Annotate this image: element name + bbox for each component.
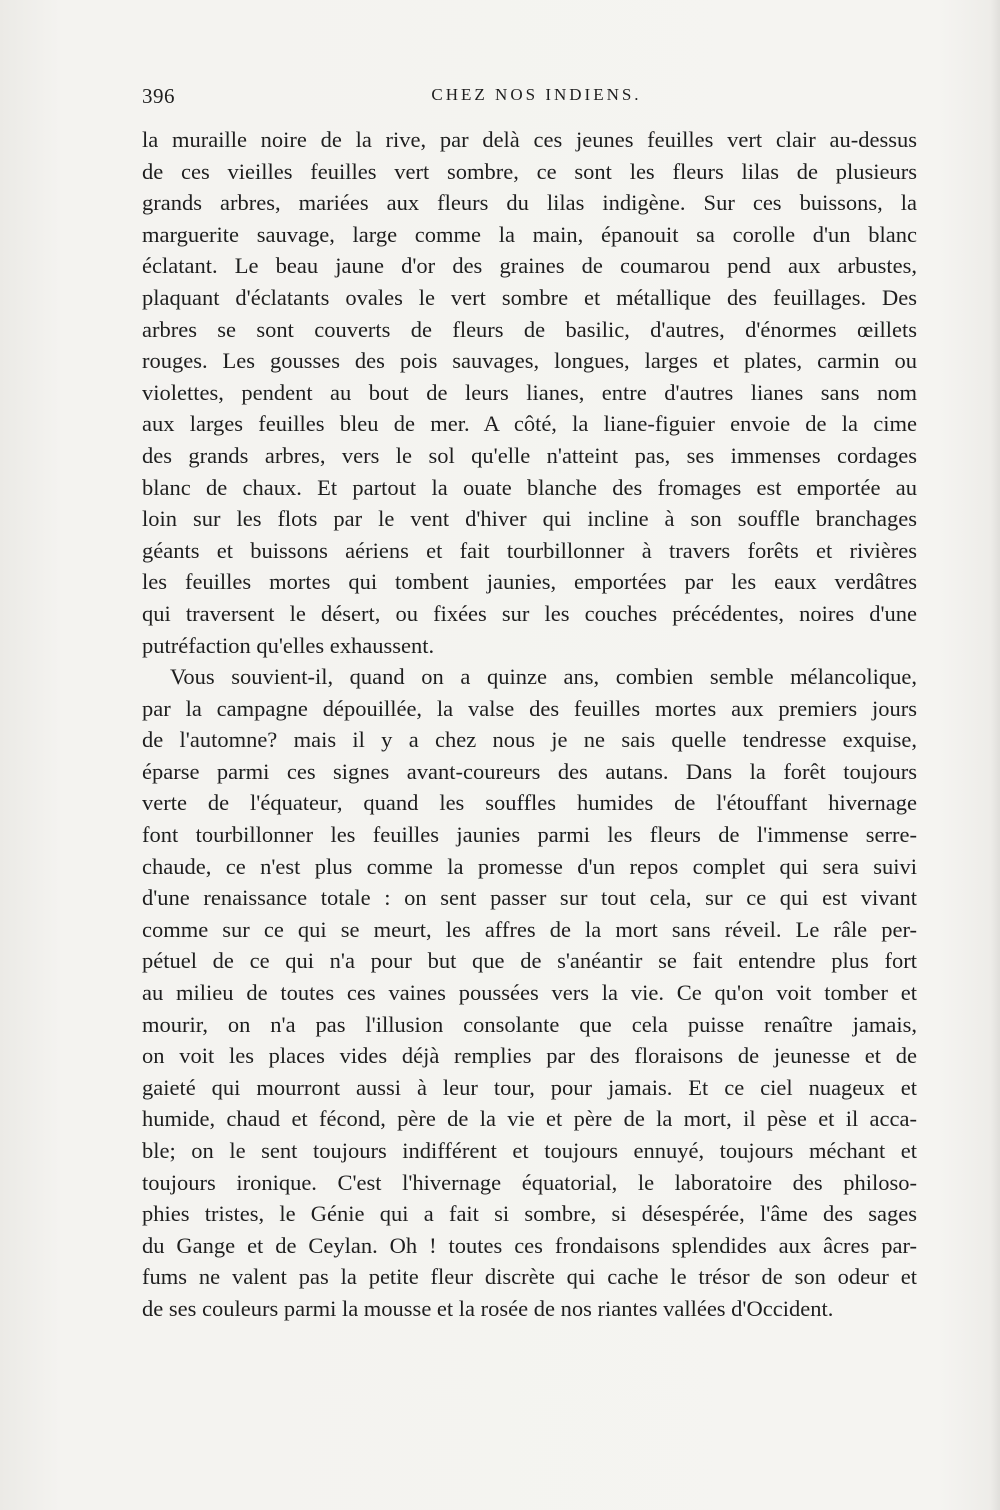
text-line: de l'automne? mais il y a chez nous je ne sais quelle tendresse exquise,	[142, 727, 917, 753]
text-line: de ses couleurs parmi la mousse et la rosée de nos riantes vallées d'Occident.	[142, 1295, 834, 1321]
body-text	[142, 124, 917, 1325]
text-line: phies tristes, le Génie qui a fait si sombre, si désespérée, l'âme des sages	[142, 1201, 917, 1227]
text-line: les feuilles mortes qui tombent jaunies, emportées par les eaux verdâtres	[142, 569, 917, 595]
text-line: toujours ironique. C'est l'hivernage équatorial, le laboratoire des philoso-	[142, 1169, 917, 1195]
text-line: humide, chaud et fécond, père de la vie et père de la mort, il pèse et il acca-	[142, 1106, 917, 1132]
text-line: rouges. Les gousses des pois sauvages, longues, larges et plates, carmin ou	[142, 348, 917, 374]
text-line: font tourbillonner les feuilles jaunies parmi les fleurs de l'immense serre-	[142, 822, 917, 848]
text-line: au milieu de toutes ces vaines poussées vers la vie. Ce qu'on voit tomber et	[142, 980, 917, 1006]
text-line: violettes, pendent au bout de leurs lianes, entre d'autres lianes sans nom	[142, 379, 917, 405]
text-line: éparse parmi ces signes avant-coureurs des autans. Dans la forêt toujours	[142, 758, 917, 784]
text-line: marguerite sauvage, large comme la main, épanouit sa corolle d'un blanc	[142, 221, 917, 247]
text-line: Vous souvient-il, quand on a quinze ans, combien semble mélancolique,	[170, 664, 917, 690]
text-line: d'une renaissance totale : on sent passer sur tout cela, sur ce qui est vivant	[142, 885, 917, 911]
text-line: la muraille noire de la rive, par delà ces jeunes feuilles vert clair au-dessus	[142, 127, 917, 152]
paragraph-1	[142, 124, 917, 661]
text-line: du Gange et de Ceylan. Oh ! toutes ces frondaisons splendides aux âcres par-	[142, 1232, 917, 1258]
text-line: par la campagne dépouillée, la valse des feuilles mortes aux premiers jours	[142, 695, 917, 721]
text-line: gaieté qui mourront aussi à leur tour, pour jamais. Et ce ciel nuageux et	[142, 1074, 917, 1100]
text-line: ble; on le sent toujours indifférent et toujours ennuyé, toujours méchant et	[142, 1138, 917, 1163]
text-line: plaquant d'éclatants ovales le vert sombre et métallique des feuillages. Des	[142, 284, 917, 310]
text-line: arbres se sont couverts de fleurs de basilic, d'autres, d'énormes œillets	[142, 316, 917, 342]
text-line: chaude, ce n'est plus comme la promesse d'un repos complet qui sera suivi	[142, 853, 917, 879]
page-edge-shadow	[990, 0, 1000, 1510]
text-line: qui traversent le désert, ou fixées sur les couches précédentes, noires d'une	[142, 600, 917, 626]
text-line: géants et buissons aériens et fait tourbillonner à travers forêts et rivières	[142, 537, 917, 563]
text-line: de ces vieilles feuilles vert sombre, ce sont les fleurs lilas de plusieurs	[142, 158, 917, 184]
text-line: loin sur les flots par le vent d'hiver qui incline à son souffle branchages	[142, 506, 917, 532]
text-line: fums ne valent pas la petite fleur discrète qui cache le trésor de son odeur et	[142, 1264, 917, 1290]
text-line: des grands arbres, vers le sol qu'elle n'atteint pas, ses immenses cordages	[142, 442, 917, 468]
running-head	[142, 84, 917, 114]
text-line: putréfaction qu'elles exhaussent.	[142, 632, 435, 658]
page-number: 396	[142, 84, 175, 108]
text-line: verte de l'équateur, quand les souffles humides de l'étouffant hivernage	[142, 790, 917, 816]
paragraph-2	[142, 661, 917, 1324]
text-line: aux larges feuilles bleu de mer. A côté, la liane-figuier envoie de la cime	[142, 411, 917, 437]
text-line: grands arbres, mariées aux fleurs du lilas indigène. Sur ces buissons, la	[142, 190, 917, 216]
text-line: on voit les places vides déjà remplies par des floraisons de jeunesse et de	[142, 1043, 917, 1069]
text-line: pétuel de ce qui n'a pour but que de s'anéantir se fait entendre plus fort	[142, 948, 917, 974]
text-line: éclatant. Le beau jaune d'or des graines de coumarou pend aux arbustes,	[142, 253, 917, 279]
running-title: CHEZ NOS INDIENS.	[431, 85, 642, 104]
text-line: comme sur ce qui se meurt, les affres de la mort sans réveil. Le râle per-	[142, 916, 917, 942]
text-line: mourir, on n'a pas l'illusion consolante que cela puisse renaître jamais,	[142, 1011, 917, 1037]
text-line: blanc de chaux. Et partout la ouate blanche des fromages est emportée au	[142, 474, 917, 500]
